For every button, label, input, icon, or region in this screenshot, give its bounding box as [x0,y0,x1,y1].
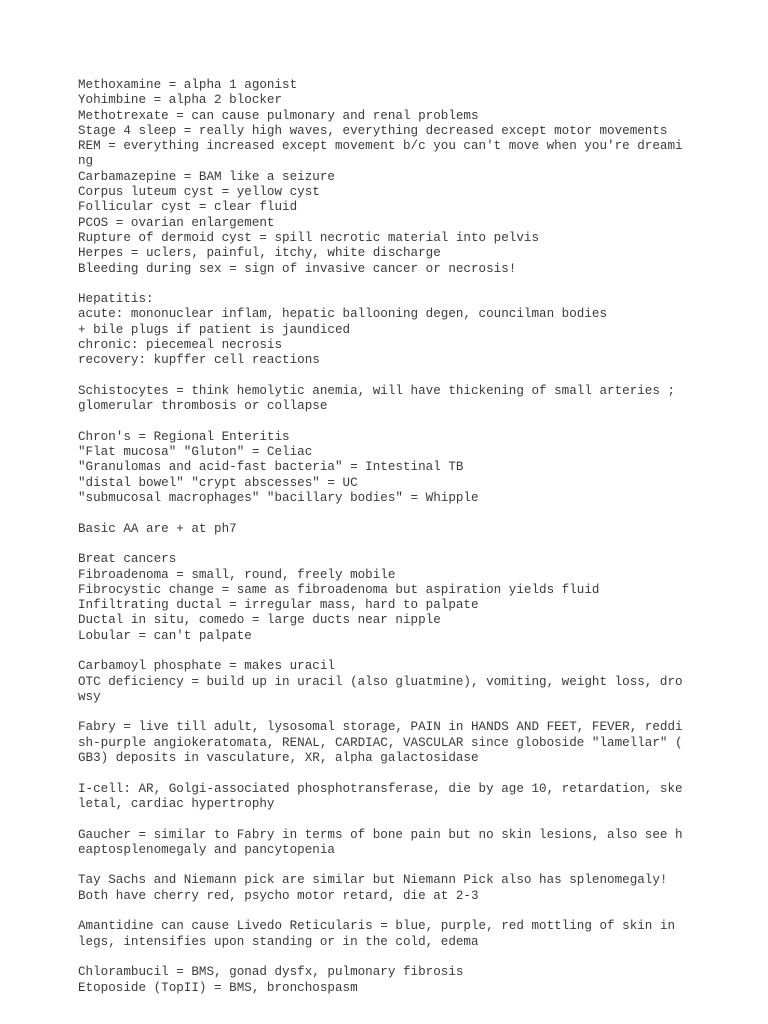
text-line: Bleeding during sex = sign of invasive cancer or necrosis! [78,261,517,276]
text-line: "submucosal macrophages" "bacillary bodies" = Whipple [78,491,479,506]
text-line: Tay Sachs and Niemann pick are similar but Niemann Pick also has splenomegaly! [78,873,668,888]
text-line: recovery: kupffer cell reactions [78,353,320,368]
blank-line [78,904,758,919]
blank-line [78,369,758,384]
text-line: Infiltrating ductal = irregular mass, hard to palpate [78,598,479,613]
text-line: Ductal in situ, comedo = large ducts near nipple [78,613,441,628]
text-line: Breat cancers [78,552,177,567]
text-line: I-cell: AR, Golgi-associated phosphotransferase, die by age 10, retardation, ske [78,781,683,796]
text-line: Fibroadenoma = small, round, freely mobile [78,567,396,582]
text-line: Fabry = live till adult, lysosomal storage, PAIN in HANDS AND FEET, FEVER, reddi [78,720,683,735]
blank-line [78,415,758,430]
text-line: eaptosplenomegaly and pancytopenia [78,842,335,857]
text-line: Carbamoyl phosphate = makes uracil [78,659,335,674]
text-line: Methotrexate = can cause pulmonary and renal problems [78,108,479,123]
text-line: Rupture of dermoid cyst = spill necrotic material into pelvis [78,230,540,245]
text-line: "Granulomas and acid-fast bacteria" = Intestinal TB [78,460,464,475]
text-line: Carbamazepine = BAM like a seizure [78,169,335,184]
blank-line [78,950,758,965]
blank-line [78,506,758,521]
text-line: Corpus luteum cyst = yellow cyst [78,185,320,200]
text-line: ng [78,154,94,169]
text-line: Both have cherry red, psycho motor retard, die at 2-3 [78,888,479,903]
document-page [78,78,758,996]
text-line: legs, intensifies upon standing or in the cold, edema [78,934,479,949]
blank-line [78,537,758,552]
text-line: OTC deficiency = build up in uracil (also gluatmine), vomiting, weight loss, dro [78,674,683,689]
text-line: REM = everything increased except movement b/c you can't move when you're dreami [78,139,683,154]
blank-line [78,644,758,659]
text-line: + bile plugs if patient is jaundiced [78,322,351,337]
text-line: Hepatitis: [78,292,154,307]
text-line: Follicular cyst = clear fluid [78,200,298,215]
blank-line [78,766,758,781]
text-line: "distal bowel" "crypt abscesses" = UC [78,475,358,490]
text-line: Methoxamine = alpha 1 agonist [78,78,298,92]
text-line: GB3) deposits in vasculature, XR, alpha galactosidase [78,751,479,766]
text-line: Chron's = Regional Enteritis [78,429,290,444]
text-line: Amantidine can cause Livedo Reticularis = blue, purple, red mottling of skin in [78,919,676,934]
text-line: Stage 4 sleep = really high waves, everything decreased except motor movements [78,123,668,138]
blank-line [78,858,758,873]
text-line: Basic AA are + at ph7 [78,521,237,536]
text-line: letal, cardiac hypertrophy [78,796,275,811]
text-line: Etoposide (TopII) = BMS, bronchospasm [78,980,358,995]
text-line: Gaucher = similar to Fabry in terms of bone pain but no skin lesions, also see h [78,827,683,842]
text-line: "Flat mucosa" "Gluton" = Celiac [78,445,313,460]
text-line: Herpes = uclers, painful, itchy, white discharge [78,246,441,261]
text-line: wsy [78,689,101,704]
blank-line [78,812,758,827]
text-line: Yohimbine = alpha 2 blocker [78,93,283,108]
text-line: Fibrocystic change = same as fibroadenoma but aspiration yields fluid [78,582,600,597]
text-line: Lobular = can't palpate [78,628,252,643]
text-line: acute: mononuclear inflam, hepatic ballooning degen, councilman bodies [78,307,608,322]
text-line: Schistocytes = think hemolytic anemia, will have thickening of small arteries ; [78,383,676,398]
text-line: sh-purple angiokeratomata, RENAL, CARDIAC, VASCULAR since globoside "lamellar" ( [78,735,683,750]
blank-line [78,277,758,292]
text-line: PCOS = ovarian enlargement [78,215,275,230]
text-line: chronic: piecemeal necrosis [78,338,283,353]
text-line: glomerular thrombosis or collapse [78,399,328,414]
blank-line [78,705,758,720]
text-line: Chlorambucil = BMS, gonad dysfx, pulmonary fibrosis [78,965,464,980]
